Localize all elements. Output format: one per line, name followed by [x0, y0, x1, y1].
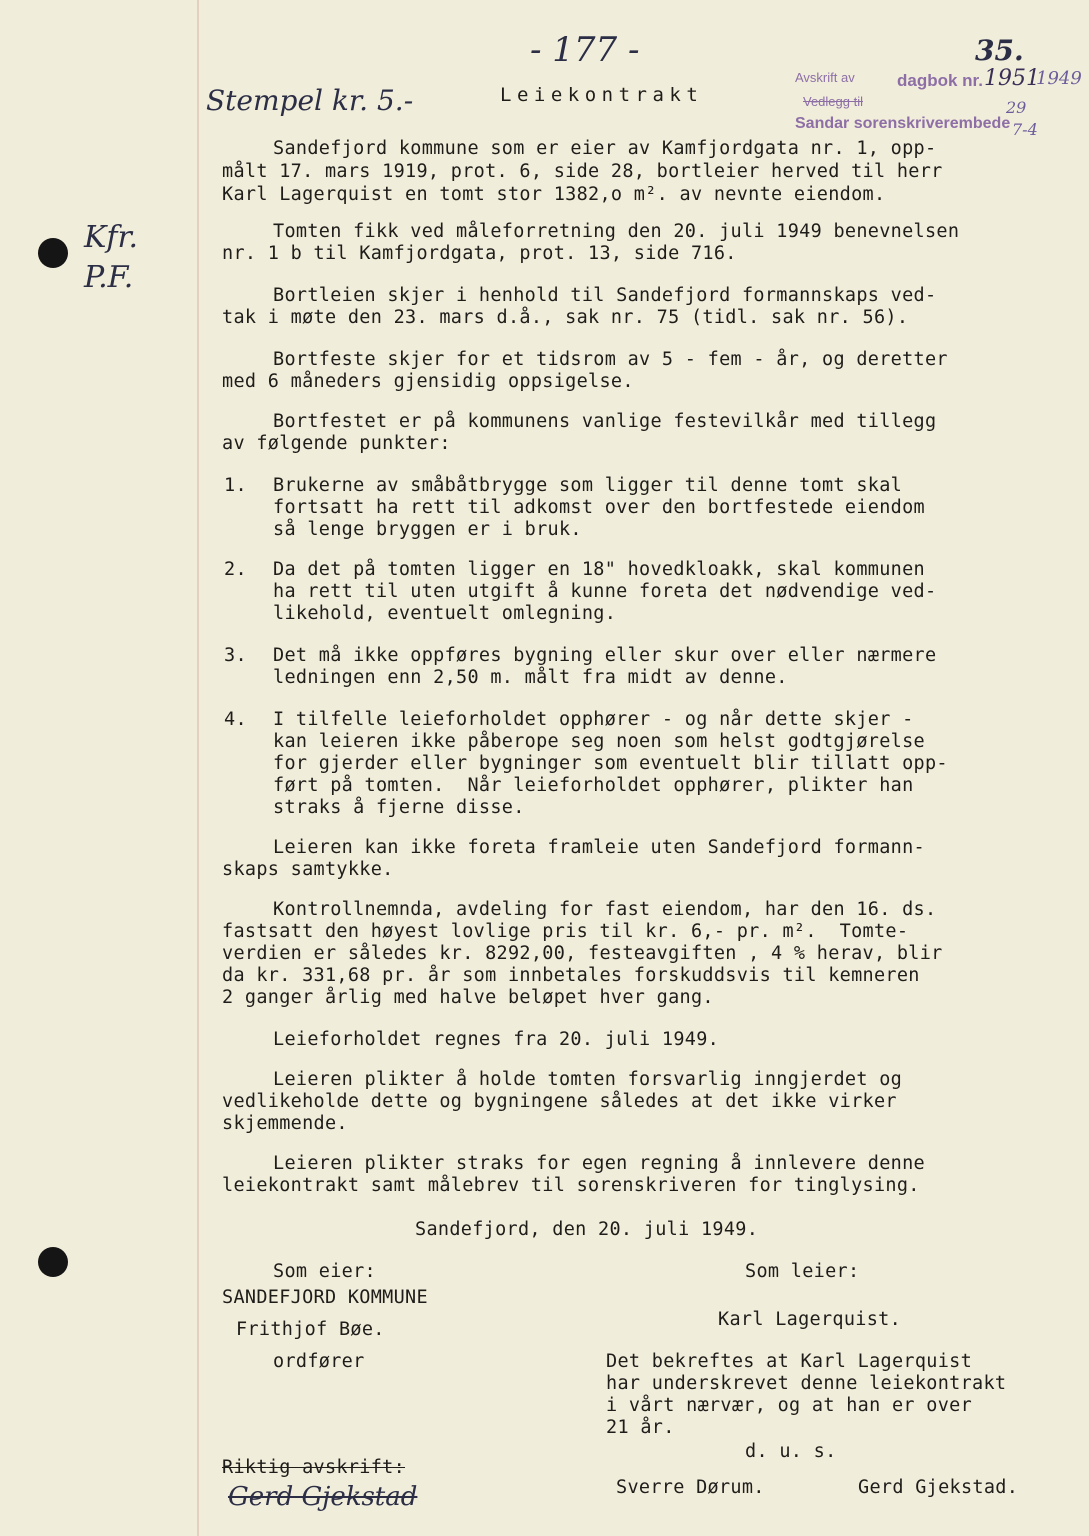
item-4-line-2: kan leieren ikke påberope seg noen som helst godtgjørelse — [273, 731, 925, 752]
item-4-line-3: for gjerder eller bygninger som eventuelt blir tillatt opp- — [273, 753, 948, 774]
stamp-journal-number: 1951 — [984, 66, 1040, 91]
witness-text-line-2: har underskrevet denne leiekontrakt — [606, 1373, 1007, 1394]
item-4-number: 4. — [224, 709, 247, 730]
paragraph-1-line-1: Sandefjord kommune som er eier av Kamfjordgata nr. 1, opp- — [273, 138, 937, 159]
paragraph-10-line-2: leiekontrakt samt målebrev til sorenskriveren for tinglysing. — [222, 1175, 920, 1196]
margin-stamp-duty-note: Stempel kr. 5.- — [206, 84, 414, 117]
paragraph-1-line-2: målt 17. mars 1919, prot. 6, side 28, bortleier herved til herr — [222, 161, 943, 182]
stamp-year: 1949 — [1036, 68, 1082, 89]
item-3-line-1: Det må ikke oppføres bygning eller skur over eller nærmere — [273, 645, 937, 666]
copy-certification: Riktig avskrift: — [222, 1457, 406, 1478]
folio-number: 35. — [975, 34, 1024, 67]
item-2-line-2: ha rett til uten utgift å kunne foreta det nødvendige ved- — [273, 581, 937, 602]
dus-note: d. u. s. — [745, 1441, 837, 1462]
margin-rule — [197, 0, 199, 1536]
stamp-date-month: 7-4 — [1012, 120, 1038, 139]
paragraph-10-line-1: Leieren plikter straks for egen regning å innlevere denne — [273, 1153, 925, 1174]
owner-organization: SANDEFJORD KOMMUNE — [222, 1287, 428, 1308]
margin-initials: Kfr. P.F. — [84, 220, 139, 295]
stamp-date-day: 29 — [1006, 98, 1027, 117]
item-2-line-1: Da det på tomten ligger en 18" hovedkloakk, skal kommunen — [273, 559, 925, 580]
paragraph-7-line-5: 2 ganger årlig med halve beløpet hver gang. — [222, 987, 714, 1008]
item-2-number: 2. — [224, 559, 247, 580]
paragraph-7-line-1: Kontrollnemnda, avdeling for fast eiendom, har den 16. ds. — [273, 899, 937, 920]
paragraph-4-line-2: med 6 måneders gjensidig oppsigelse. — [222, 371, 634, 392]
item-3-line-2: ledningen enn 2,50 m. målt fra midt av denne. — [273, 667, 788, 688]
witness-text-line-4: 21 år. — [606, 1417, 675, 1438]
paragraph-9-line-3: skjemmende. — [222, 1113, 348, 1134]
witness-1: Sverre Dørum. — [616, 1477, 765, 1498]
witness-2: Gerd Gjekstad. — [858, 1477, 1019, 1498]
place-and-date: Sandefjord, den 20. juli 1949. — [415, 1219, 759, 1240]
paragraph-8: Leieforholdet regnes fra 20. juli 1949. — [273, 1029, 720, 1050]
item-1-line-1: Brukerne av småbåtbrygge som ligger til denne tomt skal — [273, 475, 903, 496]
item-3-number: 3. — [224, 645, 247, 666]
paragraph-5-line-2: av følgende punkter: — [222, 433, 451, 454]
item-4-line-4: ført på tomten. Når leieforholdet opphører, plikter han — [273, 775, 914, 796]
paragraph-4-line-1: Bortfeste skjer for et tidsrom av 5 - fem - år, og deretter — [273, 349, 948, 370]
paragraph-3-line-1: Bortleien skjer i henhold til Sandefjord formannskaps ved- — [273, 285, 937, 306]
tenant-name: Karl Lagerquist. — [718, 1309, 902, 1330]
paragraph-2-line-1: Tomten fikk ved måleforretning den 20. juli 1949 benevnelsen — [273, 221, 960, 242]
stamp-copy-of: Avskrift av — [795, 70, 855, 85]
stamp-attachment: Vedlegg til — [803, 94, 863, 109]
owner-label: Som eier: — [273, 1261, 376, 1282]
paragraph-6-line-2: skaps samtykke. — [222, 859, 394, 880]
paragraph-9-line-1: Leieren plikter å holde tomten forsvarlig inngjerdet og — [273, 1069, 903, 1090]
stamp-court-office: Sandar sorenskriverembede — [795, 115, 1011, 132]
paragraph-3-line-2: tak i møte den 23. mars d.å., sak nr. 75 (tidl. sak nr. 56). — [222, 307, 909, 328]
paragraph-6-line-1: Leieren kan ikke foreta framleie uten Sandefjord formann- — [273, 837, 925, 858]
punch-hole-bottom — [38, 1247, 68, 1277]
item-1-line-3: så lenge bryggen er i bruk. — [273, 519, 582, 540]
owner-title: ordfører — [273, 1351, 365, 1372]
paragraph-9-line-2: vedlikeholde dette og bygningene således at det ikke virker — [222, 1091, 897, 1112]
item-4-line-5: straks å fjerne disse. — [273, 797, 525, 818]
document-title: Leiekontrakt — [500, 84, 704, 106]
witness-text-line-3: i vårt nærvær, og at han er over — [606, 1395, 973, 1416]
paragraph-7-line-4: da kr. 331,68 pr. år som innbetales forskuddsvis til kemneren — [222, 965, 920, 986]
copy-signature: Gerd Gjekstad — [228, 1482, 418, 1512]
witness-text-line-1: Det bekreftes at Karl Lagerquist — [606, 1351, 973, 1372]
tenant-label: Som leier: — [745, 1261, 860, 1282]
item-4-line-1: I tilfelle leieforholdet opphører - og når dette skjer - — [273, 709, 914, 730]
paragraph-5-line-1: Bortfestet er på kommunens vanlige festevilkår med tillegg — [273, 411, 937, 432]
item-2-line-3: likehold, eventuelt omlegning. — [273, 603, 617, 624]
paragraph-1-line-3: Karl Lagerquist en tomt stor 1382,o m². av nevnte eiendom. — [222, 184, 886, 205]
paragraph-2-line-2: nr. 1 b til Kamfjordgata, prot. 13, side 716. — [222, 243, 737, 264]
stamp-journal: dagbok nr. — [897, 71, 983, 90]
paragraph-7-line-3: verdien er således kr. 8292,00, festeavgiften , 4 % herav, blir — [222, 943, 943, 964]
owner-name: Frithjof Bøe. — [236, 1319, 385, 1340]
item-1-number: 1. — [224, 475, 247, 496]
punch-hole-top — [38, 238, 68, 268]
paragraph-7-line-2: fastsatt den høyest lovlige pris til kr. 6,- pr. m². Tomte- — [222, 921, 909, 942]
item-1-line-2: fortsatt ha rett til adkomst over den bortfestede eiendom — [273, 497, 925, 518]
page-number: - 177 - — [530, 30, 640, 70]
